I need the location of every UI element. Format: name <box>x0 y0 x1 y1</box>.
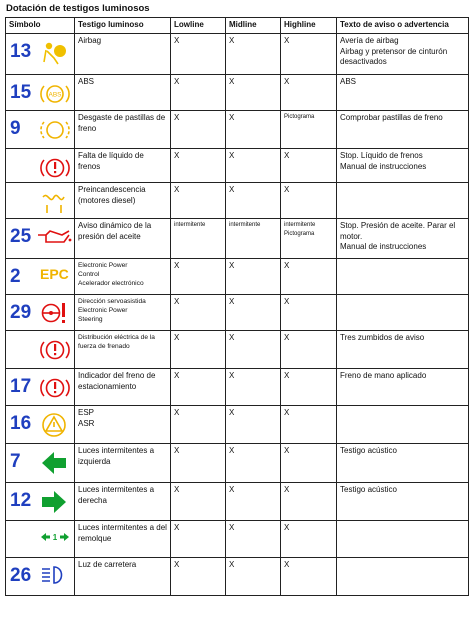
symbol-number: 13 <box>10 41 32 62</box>
symbol-cell <box>6 111 75 149</box>
highline-value: intermitente Pictograma <box>281 219 337 259</box>
midline-value: X <box>226 75 281 111</box>
table-row <box>6 558 469 596</box>
lowline-value: X <box>171 295 226 331</box>
header-texto: Texto de aviso o advertencia <box>337 18 469 34</box>
lowline-value: X <box>171 259 226 295</box>
warning-light-name: Luces intermitentes a del remolque <box>75 521 171 558</box>
header-simbolo: Símbolo <box>6 18 75 34</box>
symbol-cell <box>6 295 75 331</box>
table-row <box>6 183 469 219</box>
table-row <box>6 259 469 295</box>
midline-value: X <box>226 34 281 75</box>
midline-value: X <box>226 111 281 149</box>
lowline-value: X <box>171 75 226 111</box>
warning-text <box>337 183 469 219</box>
symbol-number: 2 <box>10 266 21 287</box>
warning-text: Avería de airbag Airbag y pretensor de cinturón desactivados <box>337 34 469 75</box>
midline-value: X <box>226 259 281 295</box>
highline-value: X <box>281 331 337 369</box>
symbol-number: 15 <box>10 82 32 103</box>
symbol-cell <box>6 34 75 75</box>
svg-text:ABS: ABS <box>48 91 62 99</box>
lowline-value: X <box>171 406 226 444</box>
warning-light-name: Luz de carretera <box>75 558 171 596</box>
warning-light-name: Falta de líquido de frenos <box>75 149 171 183</box>
midline-value: X <box>226 521 281 558</box>
table-row <box>6 406 469 444</box>
parking-brake-icon <box>40 375 70 401</box>
highline-value: X <box>281 259 337 295</box>
highline-value: X <box>281 75 337 111</box>
symbol-number: 16 <box>10 413 32 434</box>
symbol-cell <box>6 369 75 406</box>
table-row <box>6 369 469 406</box>
highline-value: X <box>281 183 337 219</box>
lowline-value: X <box>171 483 226 521</box>
table-row <box>6 111 469 149</box>
midline-value: intermitente <box>226 219 281 259</box>
highline-value: X <box>281 558 337 596</box>
warning-light-name: ESP ASR <box>75 406 171 444</box>
highline-value: X <box>281 369 337 406</box>
warning-text: ABS <box>337 75 469 111</box>
epc-icon: EPC <box>40 266 69 282</box>
table-row <box>6 331 469 369</box>
symbol-cell <box>6 75 75 111</box>
midline-value: X <box>226 444 281 483</box>
lowline-value: X <box>171 331 226 369</box>
highline-value: X <box>281 521 337 558</box>
warning-light-name: Electronic Power Control Acelerador electrónico <box>75 259 171 295</box>
symbol-cell <box>6 406 75 444</box>
highline-value: Pictograma <box>281 111 337 149</box>
lowline-value: X <box>171 111 226 149</box>
warning-text: Stop. Presión de aceite. Parar el motor. Manual de instrucciones <box>337 219 469 259</box>
highline-value: X <box>281 483 337 521</box>
esp-warning-icon <box>40 412 70 438</box>
highline-value: X <box>281 295 337 331</box>
symbol-number: 9 <box>10 118 21 139</box>
table-row <box>6 295 469 331</box>
power-steering-icon <box>40 301 70 327</box>
turn-left-arrow-icon <box>40 450 70 476</box>
warning-light-name: Aviso dinámico de la presión del aceite <box>75 219 171 259</box>
midline-value: X <box>226 369 281 406</box>
highline-value: X <box>281 149 337 183</box>
symbol-number: 25 <box>10 226 32 247</box>
warning-text: Stop. Líquido de frenos Manual de instrucciones <box>337 149 469 183</box>
warning-text: Testigo acústico <box>337 444 469 483</box>
table-row <box>6 75 469 111</box>
highline-value: X <box>281 444 337 483</box>
warning-light-name: Desgaste de pastillas de freno <box>75 111 171 149</box>
lowline-value: X <box>171 149 226 183</box>
lowline-value: intermitente <box>171 219 226 259</box>
warning-text <box>337 558 469 596</box>
lowline-value: X <box>171 444 226 483</box>
warning-lights-table <box>5 17 469 596</box>
warning-text: Testigo acústico <box>337 483 469 521</box>
turn-right-arrow-icon <box>40 489 70 515</box>
warning-light-name: Luces intermitentes a izquierda <box>75 444 171 483</box>
table-row <box>6 483 469 521</box>
page-title: Dotación de testigos luminosos <box>6 3 150 14</box>
oil-pressure-icon <box>36 225 72 251</box>
symbol-cell <box>6 331 75 369</box>
header-testigo: Testigo luminoso <box>75 18 171 34</box>
lowline-value: X <box>171 558 226 596</box>
symbol-number: 12 <box>10 490 32 511</box>
midline-value: X <box>226 149 281 183</box>
table-row <box>6 444 469 483</box>
warning-text <box>337 406 469 444</box>
symbol-number: 26 <box>10 565 32 586</box>
lowline-value: X <box>171 34 226 75</box>
glow-plug-icon <box>40 189 70 215</box>
symbol-cell <box>6 219 75 259</box>
midline-value: X <box>226 331 281 369</box>
table-row <box>6 34 469 75</box>
table-row <box>6 521 469 558</box>
lowline-value: X <box>171 183 226 219</box>
abs-icon <box>40 81 70 107</box>
brake-distribution-icon <box>40 337 70 363</box>
midline-value: X <box>226 483 281 521</box>
warning-text: Freno de mano aplicado <box>337 369 469 406</box>
table-row <box>6 219 469 259</box>
highline-value: X <box>281 34 337 75</box>
table-row <box>6 149 469 183</box>
trailer-turn-signal-icon <box>40 527 70 553</box>
brake-pads-icon <box>40 117 70 143</box>
midline-value: X <box>226 295 281 331</box>
symbol-number: 7 <box>10 451 21 472</box>
symbol-cell <box>6 259 75 295</box>
warning-text <box>337 295 469 331</box>
highline-value: X <box>281 406 337 444</box>
symbol-number: 17 <box>10 376 32 397</box>
symbol-cell <box>6 183 75 219</box>
svg-text:1: 1 <box>52 533 58 542</box>
table-header-row <box>6 18 469 34</box>
warning-text: Comprobar pastillas de freno <box>337 111 469 149</box>
header-lowline: Lowline <box>171 18 226 34</box>
warning-text <box>337 521 469 558</box>
midline-value: X <box>226 558 281 596</box>
warning-text <box>337 259 469 295</box>
warning-light-name: Distribución eléctrica de la fuerza de frenado <box>75 331 171 369</box>
symbol-cell <box>6 521 75 558</box>
warning-light-name: Indicador del freno de estacionamiento <box>75 369 171 406</box>
midline-value: X <box>226 183 281 219</box>
airbag-passenger-icon <box>40 40 70 66</box>
symbol-cell <box>6 444 75 483</box>
midline-value: X <box>226 406 281 444</box>
header-highline: Highline <box>281 18 337 34</box>
brake-fluid-icon <box>40 155 70 181</box>
lowline-value: X <box>171 521 226 558</box>
warning-light-name: ABS <box>75 75 171 111</box>
symbol-cell <box>6 149 75 183</box>
warning-text: Tres zumbidos de aviso <box>337 331 469 369</box>
header-midline: Midline <box>226 18 281 34</box>
lowline-value: X <box>171 369 226 406</box>
symbol-cell <box>6 483 75 521</box>
symbol-cell <box>6 558 75 596</box>
warning-light-name: Preincandescencia (motores diesel) <box>75 183 171 219</box>
warning-light-name: Airbag <box>75 34 171 75</box>
warning-light-name: Luces intermitentes a derecha <box>75 483 171 521</box>
symbol-number: 29 <box>10 302 32 323</box>
high-beam-icon <box>40 564 70 590</box>
warning-light-name: Dirección servoasistida Electronic Power Steering <box>75 295 171 331</box>
